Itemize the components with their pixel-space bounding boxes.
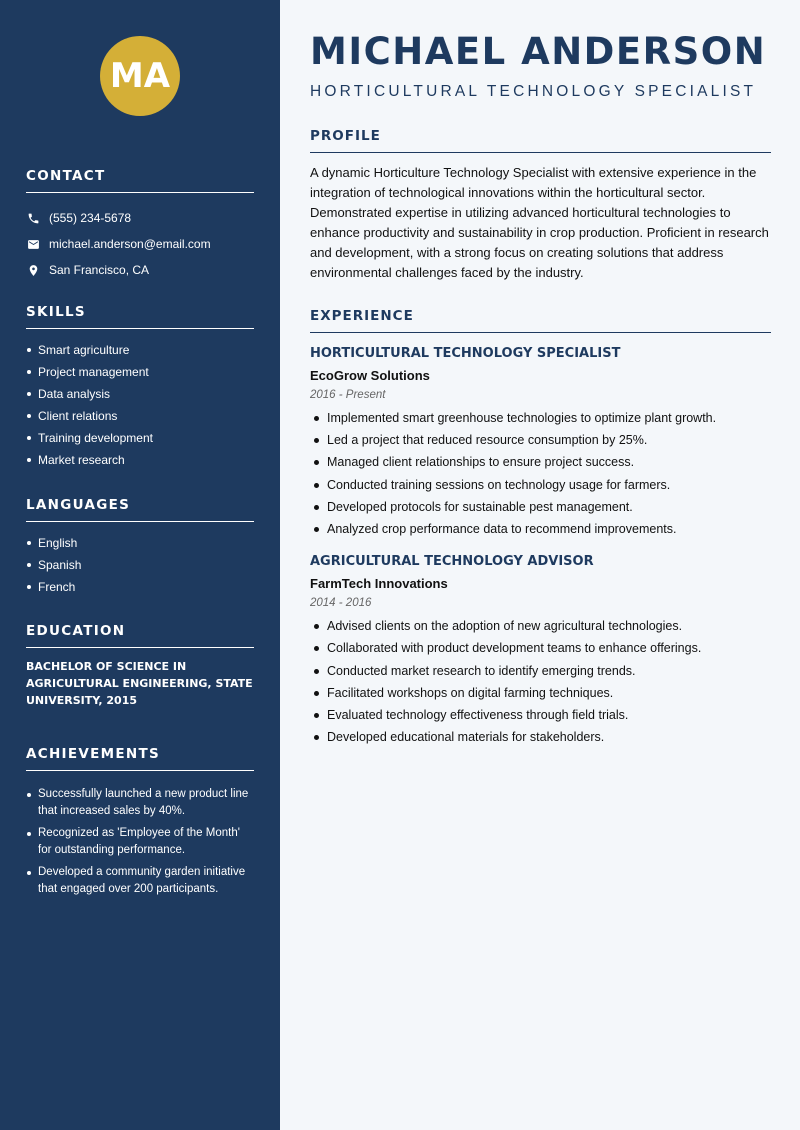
candidate-name: MICHAEL ANDERSON — [310, 30, 767, 73]
job-title: AGRICULTURAL TECHNOLOGY ADVISOR — [310, 554, 594, 570]
job-bullet: Conducted market research to identify emerging trends. — [310, 660, 771, 682]
achievement-item: Successfully launched a new product line that increased sales by 40%. — [26, 786, 254, 820]
contact-heading: CONTACT — [26, 168, 254, 193]
job-entry — [310, 554, 771, 748]
candidate-title: HORTICULTURAL TECHNOLOGY SPECIALIST — [310, 83, 757, 100]
language-item: Spanish — [26, 554, 254, 576]
education-section — [26, 623, 254, 709]
job-bullet: Facilitated workshops on digital farming techniques. — [310, 682, 771, 704]
contact-phone — [26, 205, 254, 231]
skills-list — [26, 339, 254, 471]
languages-list — [26, 532, 254, 598]
job-bullet: Developed protocols for sustainable pest management. — [310, 496, 771, 518]
avatar: MA — [100, 36, 180, 116]
job-bullet-list — [310, 615, 771, 748]
job-bullet-list — [310, 407, 771, 540]
experience-heading: EXPERIENCE — [310, 308, 771, 333]
skill-item: Client relations — [26, 405, 254, 427]
experience-section — [310, 308, 771, 748]
profile-text: A dynamic Horticulture Technology Specialist with extensive experience in the integration of technological innovations within the horticultural sector. Demonstrated expertise in utilizing advanced horticultural technologies to enhance productivity and sustainability in crop production. Proficient in research and development, with a strong focus on creating solutions that address environmental challenges faced by the industry. — [310, 165, 769, 280]
profile-heading: PROFILE — [310, 128, 771, 153]
profile-section — [310, 128, 771, 283]
skills-heading: SKILLS — [26, 304, 254, 329]
languages-heading: LANGUAGES — [26, 497, 254, 522]
job-title: HORTICULTURAL TECHNOLOGY SPECIALIST — [310, 346, 621, 361]
language-item: English — [26, 532, 254, 554]
contact-location-text: San Francisco, CA — [49, 263, 150, 277]
job-entry — [310, 346, 771, 540]
contact-location — [26, 257, 254, 283]
job-bullet: Collaborated with product development teams to enhance offerings. — [310, 637, 771, 659]
skill-item: Project management — [26, 361, 254, 383]
achievement-item: Developed a community garden initiative that engaged over 200 participants. — [26, 864, 254, 898]
email-icon — [26, 237, 40, 251]
sidebar — [0, 0, 280, 1130]
job-company: FarmTech Innovations — [310, 576, 448, 592]
job-dates: 2014 - 2016 — [310, 597, 372, 610]
job-bullet: Conducted training sessions on technology usage for farmers. — [310, 474, 771, 496]
location-pin-icon — [26, 263, 40, 277]
job-bullet: Implemented smart greenhouse technologies to optimize plant growth. — [310, 407, 771, 429]
job-bullet: Managed client relationships to ensure project success. — [310, 451, 771, 473]
job-bullet: Advised clients on the adoption of new agricultural technologies. — [310, 615, 771, 637]
skill-item: Data analysis — [26, 383, 254, 405]
contact-list — [26, 205, 254, 283]
achievements-section — [26, 746, 254, 903]
job-bullet: Evaluated technology effectiveness through field trials. — [310, 704, 771, 726]
job-bullet: Developed educational materials for stakeholders. — [310, 726, 771, 748]
phone-icon — [26, 211, 40, 225]
job-bullet: Led a project that reduced resource consumption by 25%. — [310, 429, 771, 451]
skills-section — [26, 304, 254, 471]
achievements-heading: ACHIEVEMENTS — [26, 746, 254, 771]
achievement-item: Recognized as 'Employee of the Month' for outstanding performance. — [26, 825, 254, 859]
achievements-list — [26, 786, 254, 898]
job-bullet: Analyzed crop performance data to recommend improvements. — [310, 518, 771, 540]
job-company: EcoGrow Solutions — [310, 368, 430, 383]
job-dates: 2016 - Present — [310, 389, 386, 401]
contact-email-text: michael.anderson@email.com — [49, 237, 211, 251]
skill-item: Smart agriculture — [26, 339, 254, 361]
language-item: French — [26, 576, 254, 598]
contact-section — [26, 168, 254, 283]
skill-item: Market research — [26, 449, 254, 471]
education-degree: BACHELOR OF SCIENCE IN AGRICULTURAL ENGINEERING, STATE UNIVERSITY, 2015 — [26, 660, 253, 707]
education-heading: EDUCATION — [26, 623, 254, 648]
languages-section — [26, 497, 254, 598]
contact-email — [26, 231, 254, 257]
contact-phone-text: (555) 234-5678 — [49, 211, 132, 225]
skill-item: Training development — [26, 427, 254, 449]
